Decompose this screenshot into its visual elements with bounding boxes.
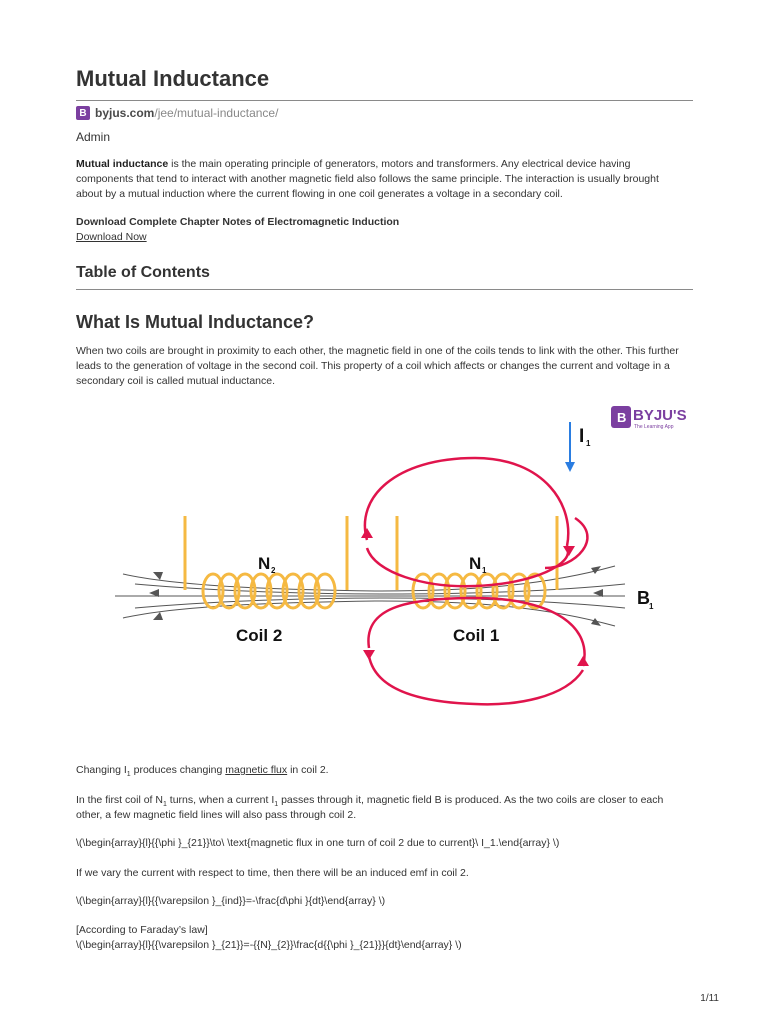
coil1-label: Coil 1 <box>453 626 500 645</box>
intro-bold-term: Mutual inductance <box>76 158 169 170</box>
field-loops <box>361 458 589 704</box>
title-divider <box>76 100 693 101</box>
brand-logo <box>611 406 687 430</box>
page-title: Mutual Inductance <box>76 66 270 91</box>
section-heading: What Is Mutual Inductance? <box>76 312 315 332</box>
vary-current-line: If we vary the current with respect to time, then there will be an induced emf in coil 2. <box>76 867 469 879</box>
section-paragraph: When two coils are brought in proximity to each other, the magnetic field in one of the coils tends to link with the other. This further leads to the generation of voltage in the second coil. This property of a coil which affects or changes the current and voltage in a secondary coil is called mutual inductance. <box>76 345 679 387</box>
loop-arrowhead-1 <box>361 528 373 538</box>
byjus-logo-icon: B <box>76 106 90 120</box>
coil1-turns-subscript: 1 <box>482 566 487 575</box>
field-label: B <box>637 588 650 608</box>
loop-arrowhead-3 <box>363 650 375 660</box>
source-path[interactable]: /jee/mutual-inductance/ <box>154 106 279 120</box>
loop-arrowhead-2 <box>563 546 575 556</box>
download-heading: Download Complete Chapter Notes of Electromagnetic Induction <box>76 216 400 228</box>
download-now-link[interactable]: Download Now <box>76 231 147 243</box>
field-lines <box>115 566 625 626</box>
source-link[interactable] <box>76 106 278 120</box>
mutual-inductance-diagram <box>105 398 687 698</box>
toc-heading: Table of Contents <box>76 264 210 281</box>
brand-logo-icon: B <box>617 410 627 425</box>
brand-tagline: The Learning App <box>634 424 674 430</box>
equation-flux: \(\begin{array}{l}{{\phi }_{21}}\to\ \text{magnetic flux in one turn of coil 2 due to current}\ I_1.\end{array} \) <box>76 837 560 849</box>
current-label: I <box>579 426 585 447</box>
coil2-turns-subscript: 2 <box>271 566 276 575</box>
turns-line-2: other, a few magnetic field lines will also pass through coil 2. <box>76 809 357 821</box>
faraday-note: [According to Faraday’s law] <box>76 924 208 936</box>
flux-line: Changing $I_1$ produces changing magnetic flux in coil 2. <box>76 764 329 779</box>
coil2-label: Coil 2 <box>236 626 283 645</box>
author-name: Admin <box>76 130 111 144</box>
coil1-turns-label: N <box>469 554 482 573</box>
current-arrow <box>565 422 591 472</box>
turns-line-1: In the first coil of $N_1$ turns, when a current $I_1$ passes through it, magnetic field B is produced. As the two coils are closer to each <box>76 794 664 809</box>
intro-text: is the main operating principle of generators, motors and transformers. Any electrical device having components that tend to interact with another magnetic field also follows the same principle. The interaction is usually brought about by a mutual induction where the current flowing in one coil generates a voltage in a secondary coil. <box>76 158 659 200</box>
field-subscript: 1 <box>649 602 654 611</box>
coil2-turns-label: N <box>258 554 271 573</box>
toc-divider <box>76 289 693 290</box>
current-subscript: 1 <box>586 439 591 448</box>
equation-emf21: \(\begin{array}{l}{{\varepsilon }_{21}}=-{{N}_{2}}\frac{d{{\phi }_{21}}}{dt}\end{array} \) <box>76 939 462 951</box>
loop-arrowhead-4 <box>577 656 589 666</box>
intro-paragraph <box>76 157 688 202</box>
magnetic-flux-link[interactable]: magnetic flux <box>225 764 288 776</box>
page-number: 1/11 <box>700 993 719 1004</box>
source-domain[interactable]: byjus.com <box>95 106 155 120</box>
equation-emf: \(\begin{array}{l}{{\varepsilon }_{ind}}=-\frac{d\phi }{dt}\end{array} \) <box>76 895 386 907</box>
brand-name: BYJU'S <box>633 407 687 424</box>
